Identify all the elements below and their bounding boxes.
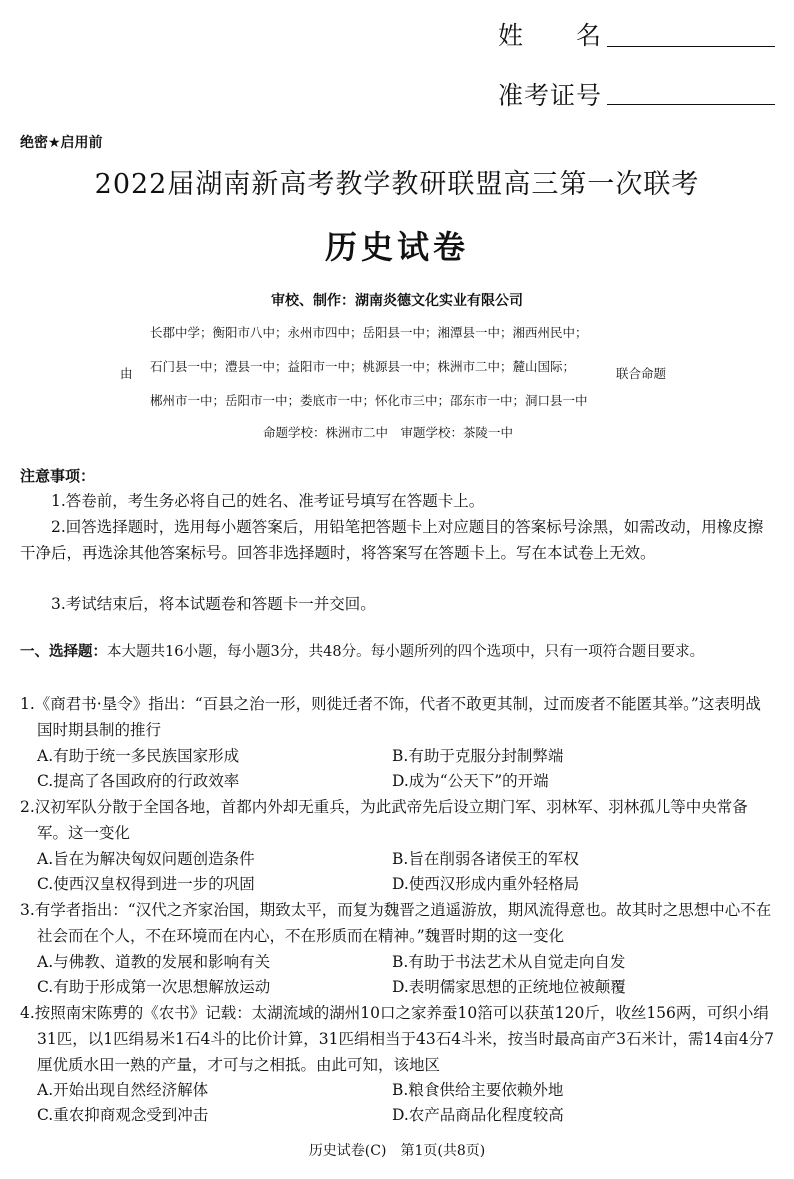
secret-mark: 绝密★启用前 bbox=[20, 135, 103, 151]
question-3-option-b[interactable]: B.有助于书法艺术从自觉走向自发 bbox=[392, 953, 626, 971]
question-2-stem: 2.汉初军队分散于全国各地，首都内外却无重兵，为此武帝先后设立期门军、羽林军、羽林孤儿等中央常备军。这一变化 bbox=[20, 798, 748, 842]
question-1-option-c[interactable]: C.提高了各国政府的行政效率 bbox=[37, 772, 240, 790]
question-2-option-c[interactable]: C.使西汉皇权得到进一步的巩固 bbox=[37, 875, 255, 893]
school-makers: 命题学校：株洲市二中 审题学校：茶陵一中 bbox=[263, 425, 514, 440]
school-line-1: 长郡中学；衡阳市八中；永州市四中；岳阳县一中；湘潭县一中；湘西州民中； bbox=[150, 325, 588, 340]
name-label: 姓 名 bbox=[498, 21, 603, 50]
notice-heading: 注意事项： bbox=[20, 467, 96, 485]
question-1-option-d[interactable]: D.成为“公天下”的开端 bbox=[392, 772, 549, 790]
exam-id-field-line[interactable] bbox=[607, 104, 775, 105]
question-2-option-b[interactable]: B.旨在削弱各诸侯王的军权 bbox=[392, 850, 579, 868]
question-2-option-a[interactable]: A.旨在为解决匈奴问题创造条件 bbox=[37, 850, 255, 868]
exam-id-label: 准考证号 bbox=[498, 81, 603, 110]
schools-suffix: 联合命题 bbox=[616, 366, 667, 381]
question-4-option-b[interactable]: B.粮食供给主要依赖外地 bbox=[392, 1081, 564, 1099]
question-3-option-c[interactable]: C.有助于形成第一次思想解放运动 bbox=[37, 978, 271, 996]
notice-item-2: 2.回答选择题时，选用每小题答案后，用铅笔把答题卡上对应题目的答案标号涂黑，如需改动，用橡皮擦干净后，再选涂其他答案标号。回答非选择题时，将答案写在答题卡上。写在本试卷上无效。 bbox=[20, 518, 764, 562]
question-2-option-d[interactable]: D.使西汉形成内重外轻格局 bbox=[392, 875, 580, 893]
school-line-2: 石门县一中；澧县一中；益阳市一中；桃源县一中；株洲市二中；麓山国际； bbox=[150, 359, 576, 374]
question-1-option-a[interactable]: A.有助于统一多民族国家形成 bbox=[37, 747, 240, 765]
exam-title: 2022届湖南新高考教学教研联盟高三第一次联考 bbox=[94, 169, 700, 200]
school-line-3: 郴州市一中；岳阳市一中；娄底市一中；怀化市三中；邵东市一中；洞口县一中 bbox=[150, 393, 588, 408]
question-4-stem: 4.按照南宋陈旉的《农书》记载：太湖流域的湖州10口之家养蚕10箔可以获茧120斤，收丝156两，可织小绢31匹，以1匹绢易米1石4斗的比价计算，31匹绢相当于43石4斗米，按当时最高亩产3石米计，需14亩4分7厘优质水田一熟的产量，才可与之相抵。由此可知，该地区 bbox=[20, 1004, 774, 1074]
review-line: 审校、制作：湖南炎德文化实业有限公司 bbox=[271, 293, 523, 309]
notice-item-1: 1.答卷前，考生务必将自己的姓名、准考证号填写在答题卡上。 bbox=[51, 492, 485, 510]
section-desc: 本大题共16小题，每小题3分，共48分。每小题所列的四个选项中，只有一项符合题目要求。 bbox=[107, 644, 705, 660]
schools-prefix: 由 bbox=[120, 366, 133, 381]
section-heading bbox=[20, 640, 774, 665]
question-4-option-a[interactable]: A.开始出现自然经济解体 bbox=[37, 1081, 209, 1099]
question-1-stem: 1.《商君书·垦令》指出：“百县之治一形，则徙迁者不饰，代者不敢更其制，过而废者不能匿其举。”这表明战国时期县制的推行 bbox=[20, 695, 761, 739]
question-1-option-b[interactable]: B.有助于克服分封制弊端 bbox=[392, 747, 564, 765]
notice-item-3: 3.考试结束后，将本试题卷和答题卡一并交回。 bbox=[51, 595, 376, 613]
name-field-line[interactable] bbox=[607, 46, 775, 47]
question-3-option-d[interactable]: D.表明儒家思想的正统地位被颠覆 bbox=[392, 978, 626, 996]
question-4-option-d[interactable]: D.农产品商品化程度较高 bbox=[392, 1106, 564, 1124]
question-4-option-c[interactable]: C.重农抑商观念受到冲击 bbox=[37, 1106, 209, 1124]
subject-title: 历史试卷 bbox=[324, 228, 469, 266]
question-3-stem: 3.有学者指出：“汉代之齐家治国，期致太平，而复为魏晋之逍遥游放，期风流得意也。故其时之思想中心不在社会而在个人，不在环境而在内心，不在形质而在精神。”魏晋时期的这一变化 bbox=[20, 901, 772, 945]
page-footer: 历史试卷(C) 第1页(共8页) bbox=[308, 1143, 486, 1159]
section-label: 一、选择题： bbox=[20, 644, 107, 660]
question-3-option-a[interactable]: A.与佛教、道教的发展和影响有关 bbox=[37, 953, 271, 971]
